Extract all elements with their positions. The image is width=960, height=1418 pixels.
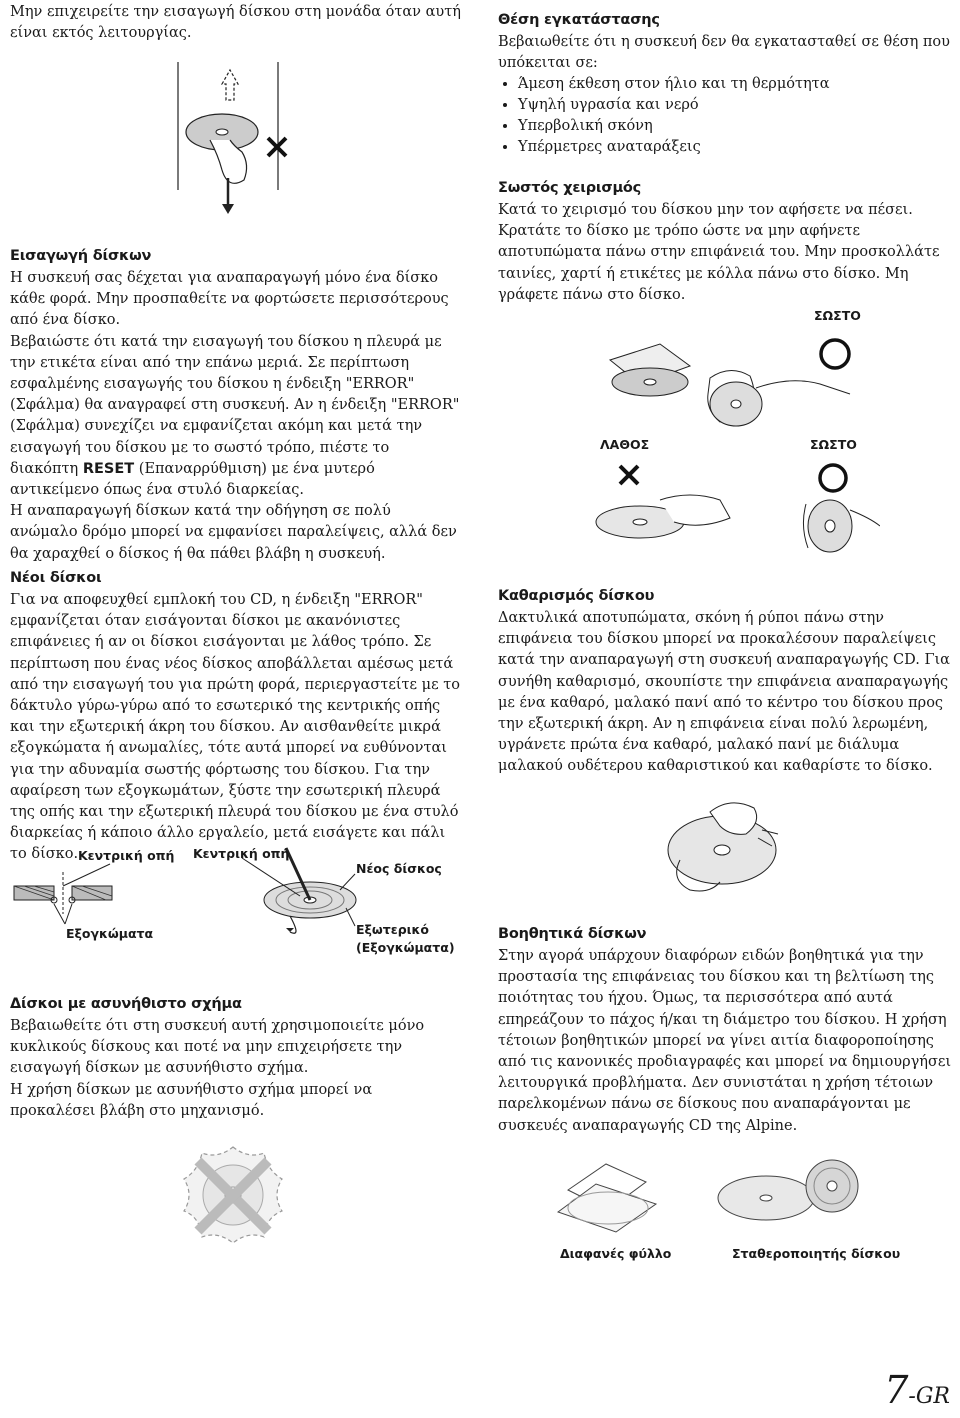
irregular-discs-section <box>10 994 462 1122</box>
correct-circle-icon <box>821 340 849 368</box>
label-correct-2: ΣΩΣΤΟ <box>810 437 857 452</box>
disc-insertion-title: Εισαγωγή δίσκων <box>10 248 152 264</box>
wrong-cross-icon <box>268 138 286 156</box>
label-center-hole-1: Κεντρική οπή <box>78 848 175 863</box>
handling-figure <box>580 304 880 554</box>
label-outer-2: (Εξογκώματα) <box>356 940 455 955</box>
accessories-p1: Στην αγορά υπάρχουν διαφόρων ειδών βοηθητικά για την προστασία της επιφάνειας του δίσκου και τη βελτίωση της ποιότητας του ήχου. Όμως, τα περισσότερα από αυτά επηρεάζουν το πάχος ή/και τη διάμετρο του δίσκου. Η χρήση τέτοιων βοηθητικών μπορεί να γίνει αιτία διαφοροποίησης από τις κανονικές προδιαγραφές και μπορεί να δημιουργήσει λειτουργικά προβλήματα. Δεν συνιστάται η χρήση τέτοιων παρελκομένων πάνω σε δίσκους που αναπαράγονται με συσκευές αναπαραγωγής CD της Alpine. <box>498 948 952 1134</box>
disc-insertion-p1: Η συσκευή σας δέχεται για αναπαραγωγή μόνο ένα δίσκο κάθε φορά. Μην προσπαθείτε να φορτώσετε περισσότερους από ένα δίσκο. <box>10 270 449 329</box>
label-outer-1: Εξωτερικό <box>356 922 430 937</box>
handling-title: Σωστός χειρισμός <box>498 180 642 196</box>
label-new-disc: Νέος δίσκος <box>356 861 442 876</box>
list-item: • Υψηλή υγρασία και νερό <box>518 95 953 116</box>
cleaning-section <box>498 586 953 778</box>
cleaning-p1: Δακτυλικά αποτυπώματα, σκόνη ή ρύποι πάνω στην επιφάνεια του δίσκου μπορεί να προκαλέσουν παραλείψεις κατά την αναπαραγωγή στη συσκευή αναπαραγωγής CD. Για συνήθη καθαρισμό, σκουπίστε την επιφάνεια αναπαραγωγής με ένα καθαρό, μαλακό πανί από το κέντρο του δίσκου προς την εξωτερική άκρη. Αν η επιφάνεια είναι πολύ λερωμένη, υγράνετε πρώτα ένα καθαρό, μαλακό πανί με διάλυμα μαλακού ουδέτερου καθαριστικού και καθαρίστε το δίσκο. <box>498 610 950 775</box>
cleaning-title: Καθαρισμός δίσκου <box>498 588 655 604</box>
accessories-title: Βοηθητικά δίσκων <box>498 926 647 942</box>
irregular-discs-p1: Βεβαιωθείτε ότι στη συσκευή αυτή χρησιμοποιείτε μόνο κυκλικούς δίσκους και ποτέ να μην επιχειρήσετε την εισαγωγή δίσκων με ασυνήθιστο σχήμα. <box>10 1018 425 1077</box>
irregular-discs-p2: Η χρήση δίσκων με ασυνήθιστο σχήμα μπορεί να προκαλέσει βλάβη στο μηχανισμό. <box>10 1081 373 1119</box>
cleaning-figure <box>650 790 800 900</box>
label-transparent-sheet: Διαφανές φύλλο <box>560 1246 672 1261</box>
new-discs-title: Νέοι δίσκοι <box>10 570 102 586</box>
label-center-hole-2: Κεντρική οπή <box>193 846 290 861</box>
installation-location-list <box>498 74 953 158</box>
accessories-section <box>498 924 953 1137</box>
wrong-cross-icon <box>620 466 638 484</box>
disc-insertion-p2: Βεβαιώστε ότι κατά την εισαγωγή του δίσκου η πλευρά με την ετικέτα είναι από την επάνω μεριά. Σε περίπτωση εσφαλμένης εισαγωγής του δίσκου η ένδειξη "ERROR" (Σφάλμα) θα αναγραφεί στη συσκευή. Αν η ένδειξη "ERROR" (Σφάλμα) συνεχίζει να εμφανίζεται ακόμη και μετά την εισαγωγή του δίσκου με το σωστό τρόπο, πιέστε το διακόπτη RESET (Επαναρρύθμιση) με ένα μυτερό αντικείμενο όπως ένα στυλό διαρκείας. <box>10 333 460 499</box>
intro-warning-block <box>10 2 462 44</box>
disc-insertion-section <box>10 246 462 565</box>
correct-circle-icon <box>820 465 846 491</box>
installation-location-title: Θέση εγκατάστασης <box>498 12 660 28</box>
installation-location-section <box>498 10 953 158</box>
irregular-discs-title: Δίσκοι με ασυνήθιστο σχήμα <box>10 996 242 1012</box>
new-discs-section <box>10 568 462 866</box>
disc-insertion-p3: Η αναπαραγωγή δίσκων κατά την οδήγηση σε πολύ ανώμαλο δρόμο μπορεί να εμφανίσει παραλείψεις, αλλά δεν θα χαραχθεί ο δίσκος ή θα πάθει βλάβη η συσκευή. <box>10 503 457 562</box>
irregular-disc-figure <box>178 1143 288 1247</box>
label-disc-stabilizer: Σταθεροποιητής δίσκου <box>732 1246 901 1261</box>
handling-section <box>498 178 953 306</box>
installation-location-intro: Βεβαιωθείτε ότι η συσκευή δεν θα εγκατασταθεί σε θέση που υπόκειται σε: <box>498 34 950 72</box>
handling-p1: Κατά το χειρισμό του δίσκου μην τον αφήσετε να πέσει. Κρατάτε το δίσκο με τρόπο ώστε να μην αφήνετε αποτυπώματα πάνω στην επιφάνειά του. Μην προσκολλάτε ταινίες, χαρτί ή ετικέτες με κόλλα πάνω στο δίσκο. Μη γράφετε πάνω στο δίσκο. <box>498 202 940 303</box>
intro-warning: Μην επιχειρείτε την εισαγωγή δίσκου στη μονάδα όταν αυτή είναι εκτός λειτουργίας. <box>10 4 461 42</box>
accessories-figure <box>540 1156 920 1266</box>
new-disc-figure <box>10 842 462 962</box>
disc-insertion-figure <box>170 60 310 216</box>
label-bumps: Εξογκώματα <box>66 926 154 941</box>
label-wrong: ΛΑΘΟΣ <box>600 437 650 452</box>
list-item: • Υπέρμετρες αναταράξεις <box>518 137 953 158</box>
reset-label: RESET <box>82 460 135 477</box>
new-discs-p1: Για να αποφευχθεί εμπλοκή του CD, η ένδειξη "ERROR" εμφανίζεται όταν εισάγονται δίσκοι με ακανόνιστες επιφάνειες ή αν οι δίσκοι εισάγονται με λάθος τρόπο. Σε περίπτωση που ένας νέος δίσκος αποβάλλεται αμέσως μετά από την εισαγωγή του για πρώτη φορά, περιεργαστείτε με το δάκτυλο γύρω-γύρω από το εσωτερικό της κεντρικής οπής και την εξωτερική άκρη του δίσκου. Αν αισθανθείτε μικρά εξογκώματα ή ανωμαλίες, τότε αυτά μπορεί να ευθύνονται για την αδυναμία σωστής φόρτωσης του δίσκου. Για την αφαίρεση των εξογκωμάτων, ξύστε την εσωτερική πλευρά της οπής και την εξωτερική πλευρά του δίσκου με ένα στυλό διαρκείας ή κάποιο άλλο εργαλείο, μετά εισάγετε και πάλι το δίσκο. <box>10 592 460 863</box>
page-number: 7-GR <box>884 1368 950 1412</box>
label-correct-1: ΣΩΣΤΟ <box>814 308 861 323</box>
list-item: • Άμεση έκθεση στον ήλιο και τη θερμότητα <box>518 74 953 95</box>
list-item: • Υπερβολική σκόνη <box>518 116 953 137</box>
